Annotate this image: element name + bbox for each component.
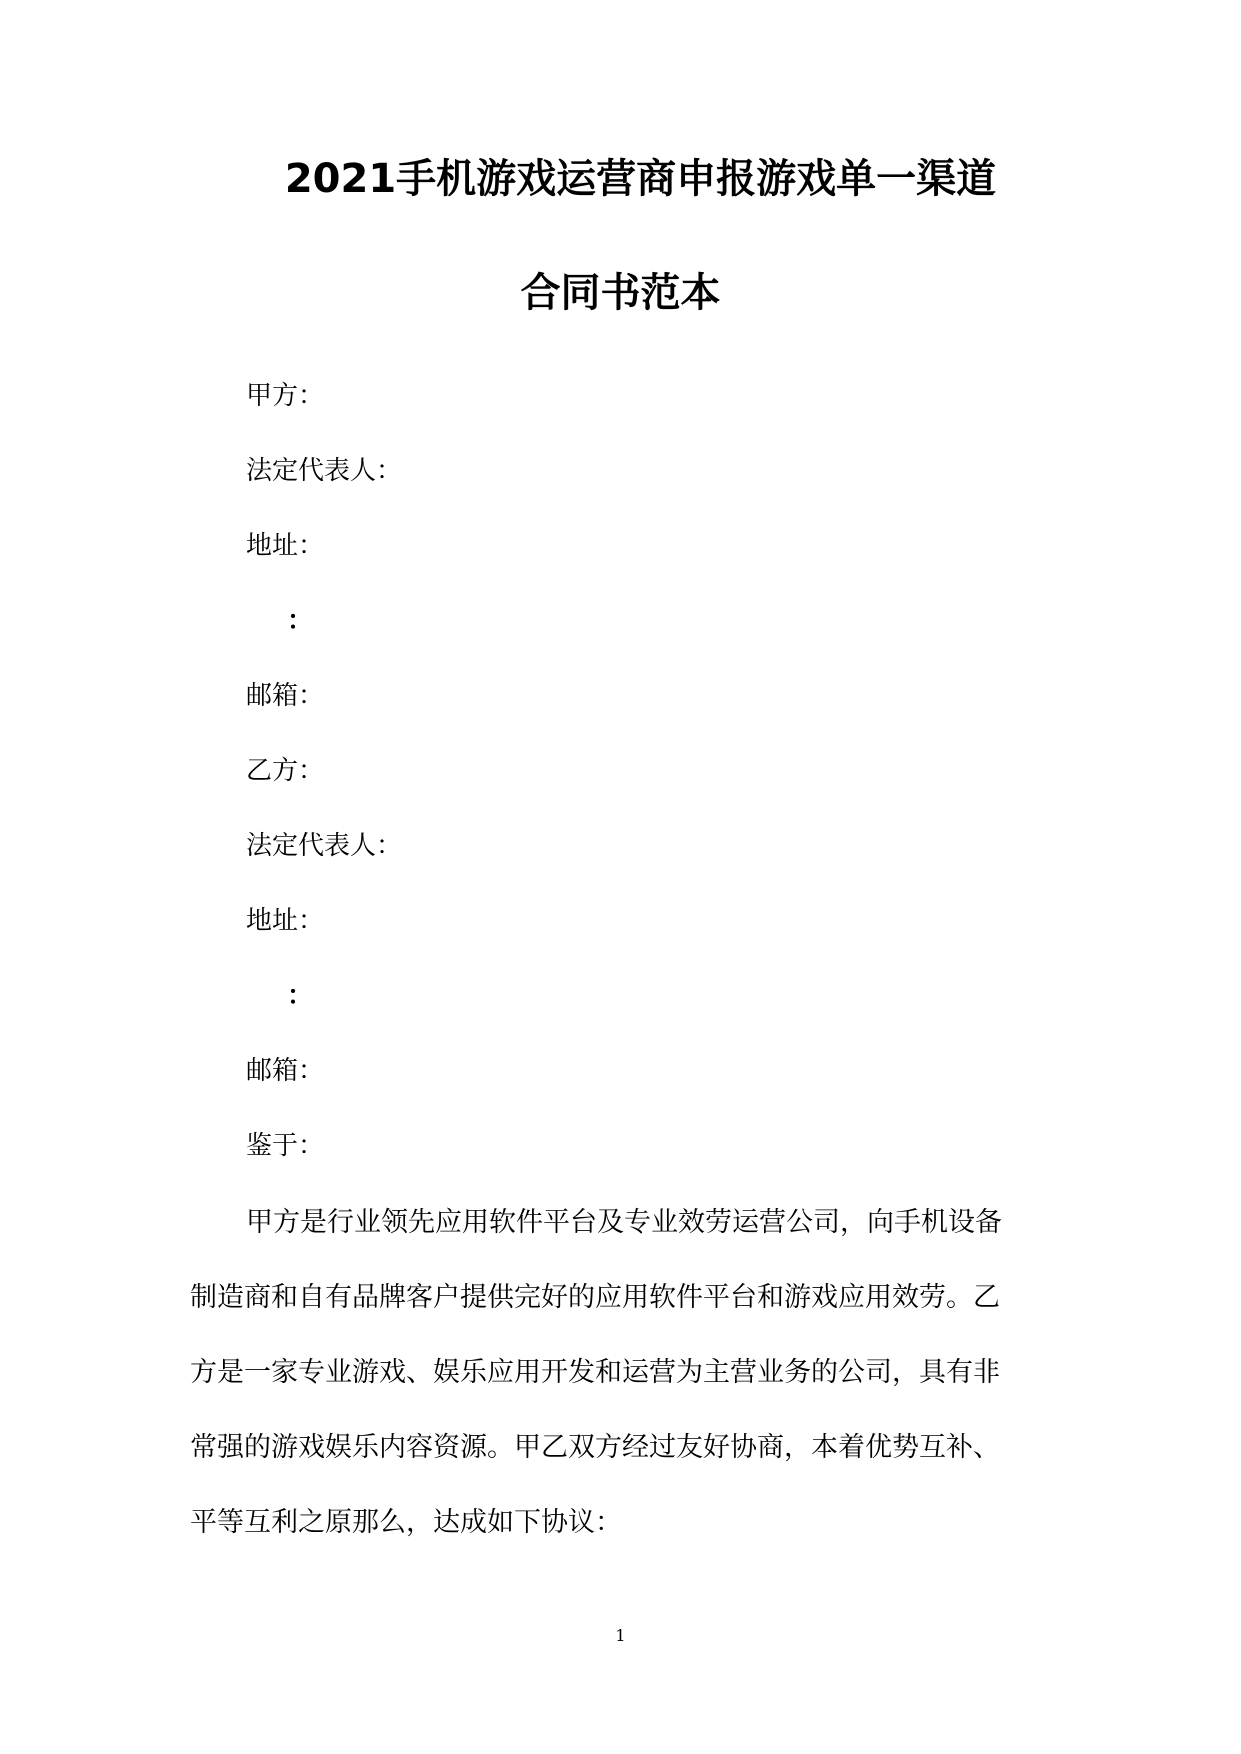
party-b-email-label: 邮箱： xyxy=(246,1056,325,1086)
party-a-email-label: 邮箱： xyxy=(246,681,325,711)
party-a-legal-rep-label: 法定代表人： xyxy=(246,456,403,486)
party-b-legal-rep-label: 法定代表人： xyxy=(246,831,403,861)
party-b-label: 乙方： xyxy=(246,756,325,786)
body-paragraph-line: 平等互利之原那么，达成如下协议： xyxy=(190,1507,622,1538)
body-paragraph-line: 常强的游戏娱乐内容资源。甲乙双方经过友好协商，本着优势互补、 xyxy=(190,1432,1000,1463)
party-b-address-label: 地址： xyxy=(246,906,325,936)
party-a-blank-field: ： xyxy=(287,606,314,636)
whereas-heading: 鉴于： xyxy=(246,1131,325,1161)
party-a-address-label: 地址： xyxy=(246,531,325,561)
party-b-blank-field: ： xyxy=(287,981,314,1011)
document-title-line-1: 2021手机游戏运营商申报游戏单一渠道 xyxy=(284,156,997,202)
document-title-line-2: 合同书范本 xyxy=(520,270,721,316)
body-paragraph-line: 制造商和自有品牌客户提供完好的应用软件平台和游戏应用效劳。乙 xyxy=(190,1282,1000,1313)
page-number: 1 xyxy=(615,1626,626,1645)
body-paragraph-line: 甲方是行业领先应用软件平台及专业效劳运营公司，向手机设备 xyxy=(246,1207,1002,1238)
body-paragraph-line: 方是一家专业游戏、娱乐应用开发和运营为主营业务的公司，具有非 xyxy=(190,1357,1000,1388)
party-a-label: 甲方： xyxy=(246,381,325,411)
